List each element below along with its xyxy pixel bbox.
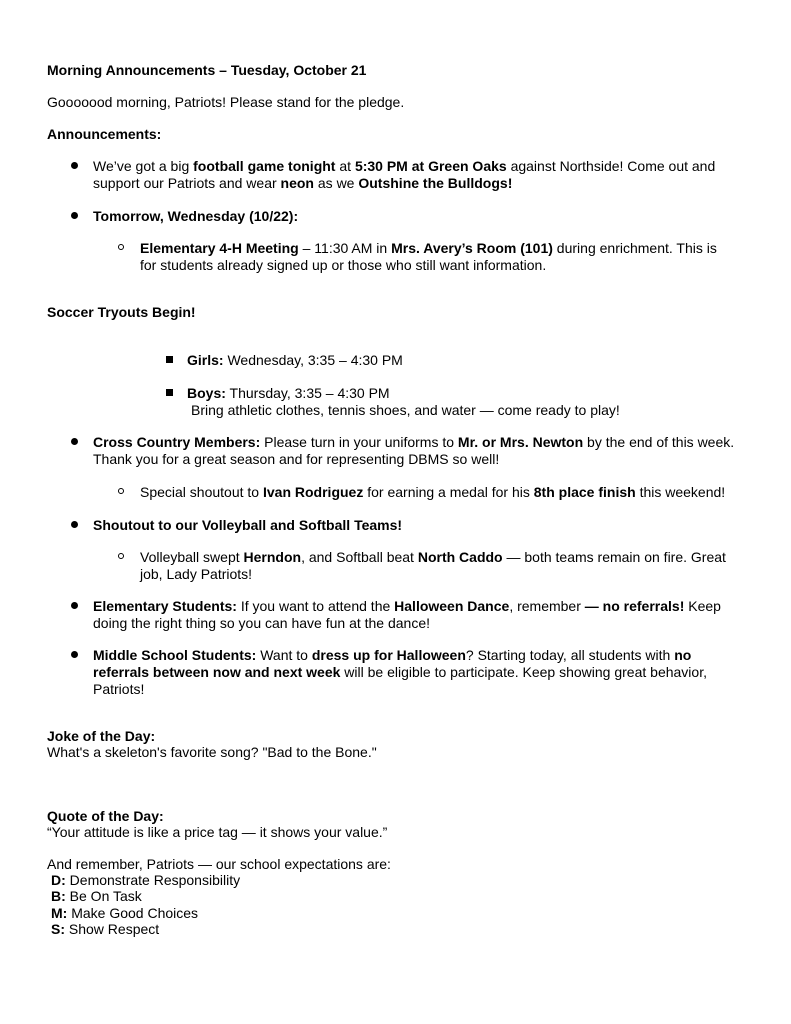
cross-country-line-2: Thank you for a great season and for representing DBMS so well!: [93, 451, 500, 467]
quote-heading: Quote of the Day:: [47, 808, 164, 824]
quote-text: “Your attitude is like a price tag — it shows your value.”: [47, 824, 388, 840]
meeting-line-1: Elementary 4-H Meeting – 11:30 AM in Mrs. Avery’s Room (101) during enrichment. This is: [140, 240, 717, 256]
expectations-intro: And remember, Patriots — our school expectations are:: [47, 856, 391, 872]
middle-school-line-2: referrals between now and next week will be eligible to participate. Keep showing great behavior,: [93, 664, 707, 680]
elementary-line-1: Elementary Students: If you want to attend the Halloween Dance, remember — no referrals! Keep: [93, 598, 721, 614]
volleyball-line-1: Volleyball swept Herndon, and Softball beat North Caddo — both teams remain on fire. Great: [140, 549, 726, 565]
elementary-line-2: doing the right thing so you can have fun at the dance!: [93, 615, 431, 631]
football-line-1: We’ve got a big football game tonight at 5:30 PM at Green Oaks against Northside! Come out and: [93, 158, 716, 174]
girls-tryouts: Girls: Wednesday, 3:35 – 4:30 PM: [187, 352, 403, 368]
football-line-2: support our Patriots and wear neon as we Outshine the Bulldogs!: [93, 175, 513, 191]
bullet-icon: [71, 602, 78, 609]
cross-country-line-1: Cross Country Members: Please turn in your uniforms to Mr. or Mrs. Newton by the end of this week.: [93, 434, 735, 450]
announcements-heading: Announcements:: [47, 126, 162, 142]
bullet-icon: [71, 651, 78, 658]
expectation-item: M: Make Good Choices: [51, 905, 199, 921]
volleyball-heading: Shoutout to our Volleyball and Softball Teams!: [93, 517, 403, 533]
bullet-icon: [71, 521, 78, 528]
sub-bullet-icon: [118, 488, 124, 494]
boys-tryouts: Boys: Thursday, 3:35 – 4:30 PM: [187, 385, 390, 401]
tomorrow-heading: Tomorrow, Wednesday (10/22):: [93, 208, 299, 224]
soccer-heading: Soccer Tryouts Begin!: [47, 304, 196, 320]
middle-school-line-3: Patriots!: [93, 681, 145, 697]
bullet-icon: [71, 438, 78, 445]
bullet-icon: [71, 162, 78, 169]
joke-heading: Joke of the Day:: [47, 728, 156, 744]
meeting-line-2: for students already signed up or those who still want information.: [140, 257, 547, 273]
square-bullet-icon: [166, 389, 173, 396]
expectation-item: D: Demonstrate Responsibility: [51, 872, 241, 888]
greeting: Gooooood morning, Patriots! Please stand for the pledge.: [47, 94, 405, 110]
expectation-item: S: Show Respect: [51, 921, 160, 937]
joke-text: What's a skeleton's favorite song? "Bad to the Bone.": [47, 744, 377, 760]
expectation-item: B: Be On Task: [51, 888, 142, 904]
cross-country-shoutout: Special shoutout to Ivan Rodriguez for earning a medal for his 8th place finish this weekend!: [140, 484, 726, 500]
volleyball-line-2: job, Lady Patriots!: [140, 566, 253, 582]
middle-school-line-1: Middle School Students: Want to dress up for Halloween? Starting today, all students with no: [93, 647, 692, 663]
square-bullet-icon: [166, 356, 173, 363]
page-title: Morning Announcements – Tuesday, October 21: [47, 62, 367, 78]
tryouts-note: Bring athletic clothes, tennis shoes, and water — come ready to play!: [191, 402, 620, 418]
bullet-icon: [71, 212, 78, 219]
sub-bullet-icon: [118, 553, 124, 559]
sub-bullet-icon: [118, 244, 124, 250]
